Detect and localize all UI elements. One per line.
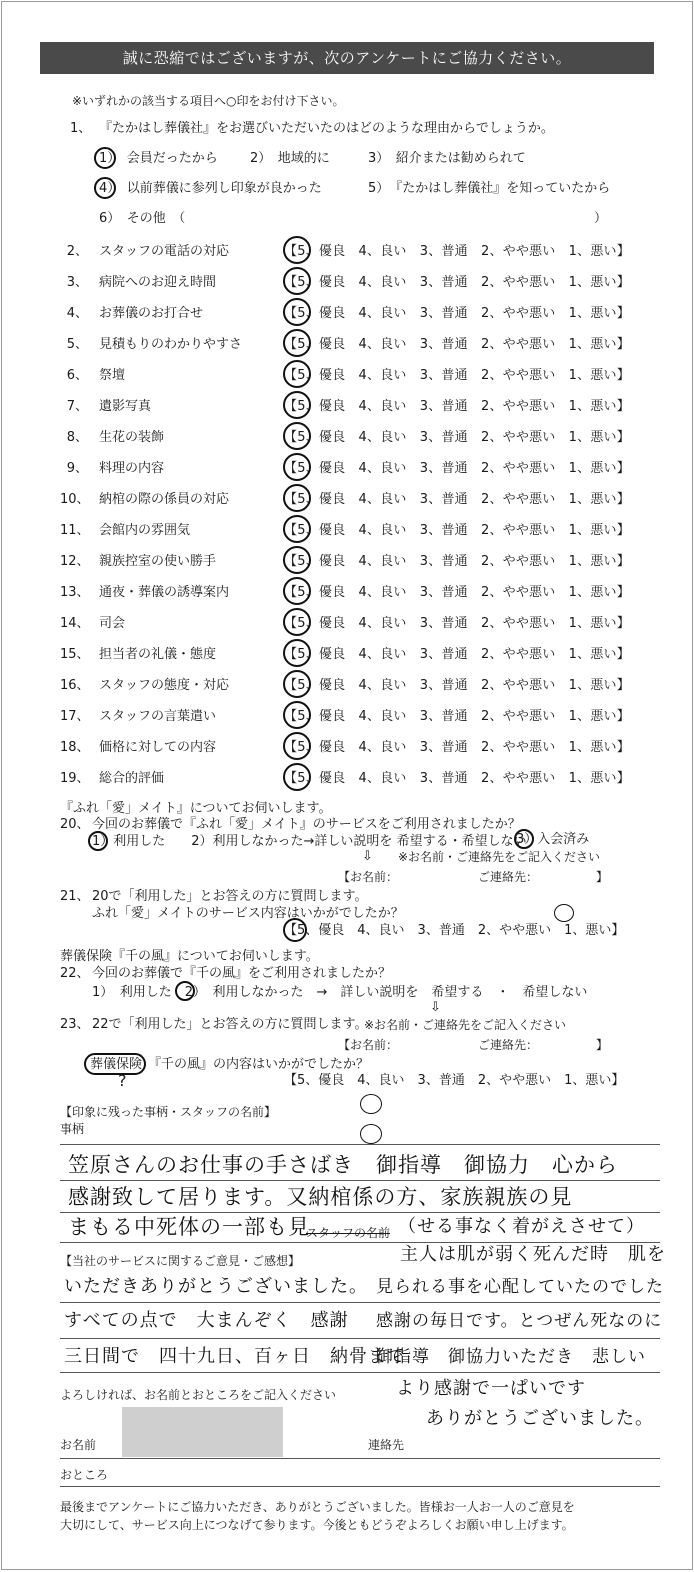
q21-text-2: ふれ「愛」メイトのサービス内容はいかがでしたか？ — [92, 906, 404, 921]
selected-circle-mark — [283, 515, 311, 543]
rating-scale[interactable]: 【5、優良 4、良い 3、普通 2、やや悪い 1、悪い】 — [284, 399, 630, 414]
rating-row — [2, 761, 694, 791]
rating-scale[interactable]: 【5、優良 4、良い 3、普通 2、やや悪い 1、悪い】 — [284, 430, 630, 445]
handwritten-line: （せる事なく着がえさせて） — [398, 1216, 645, 1237]
rating-scale[interactable]: 【5、優良 4、良い 3、普通 2、やや悪い 1、悪い】 — [284, 306, 630, 321]
rating-scale[interactable]: 【5、優良 4、良い 3、普通 2、やや悪い 1、悪い】 — [284, 492, 630, 507]
footer-contact-label: 連絡先 — [368, 1438, 405, 1452]
fure-section-title: 『ふれ「愛」メイト』についてお伺いします。 — [60, 801, 332, 816]
handwritten-line: 御指導 御協力いただき 悲しい — [376, 1347, 646, 1367]
q23-text-2b: 『千の風』の内容はいかがでしたか？ — [148, 1057, 370, 1072]
selected-circle-mark — [283, 546, 311, 574]
handwritten-line: 見られる事を心配していたのでした — [376, 1277, 664, 1297]
selected-circle-mark — [88, 831, 108, 851]
writing-line — [60, 1212, 660, 1213]
rating-row — [2, 265, 694, 295]
selected-circle-mark — [283, 391, 311, 419]
selected-circle-mark — [283, 329, 311, 357]
rating-row — [2, 389, 694, 419]
q21-rating-scale[interactable]: 【5、優良 4、良い 3、普通 2、やや悪い 1、悪い】 — [284, 923, 625, 938]
rating-row — [2, 637, 694, 667]
rating-row — [2, 699, 694, 729]
question-number: 15、 — [60, 647, 90, 662]
question-number: 13、 — [60, 585, 90, 600]
q20-options[interactable]: 1）利用した 2）利用しなかった→詳しい説明を 希望する・希望しない — [92, 834, 527, 849]
q1-text: 『たかはし葬儀社』をお選びいただいたのはどのような理由からでしょうか。 — [99, 121, 554, 136]
writing-line — [60, 1338, 660, 1339]
selected-circle-mark — [283, 639, 311, 667]
rating-row — [2, 668, 694, 698]
question-text: 遺影写真 — [99, 399, 152, 414]
question-text: 納棺の際の係員の対応 — [99, 492, 230, 507]
rating-row — [2, 451, 694, 481]
question-number: 2、 — [66, 244, 88, 259]
question-text: スタッフの電話の対応 — [99, 244, 230, 259]
rating-scale[interactable]: 【5、優良 4、良い 3、普通 2、やや悪い 1、悪い】 — [284, 337, 630, 352]
impression-title: 【印象に残った事柄・スタッフの名前】 — [60, 1105, 277, 1119]
question-number: 19、 — [60, 771, 90, 786]
q1-option-6[interactable]: 6） その他 （ — [99, 211, 186, 226]
survey-sheet — [1, 1, 693, 1570]
question-number: 11、 — [60, 523, 90, 538]
q23-text-2a: 葬儀保険 — [90, 1057, 143, 1072]
rating-row — [2, 606, 694, 636]
question-text: 料理の内容 — [99, 461, 165, 476]
question-text: 価格に対しての内容 — [99, 740, 217, 755]
question-text: 病院へのお迎え時間 — [99, 275, 217, 290]
selected-circle-mark — [283, 701, 311, 729]
q1-option-1[interactable]: 1） 会員だったから — [99, 151, 218, 166]
senkaze-section-title: 葬儀保険『千の風』についてお伺いします。 — [60, 949, 319, 964]
rating-scale[interactable]: 【5、優良 4、良い 3、普通 2、やや悪い 1、悪い】 — [284, 709, 630, 724]
question-text: 祭壇 — [99, 368, 126, 383]
rating-row — [2, 234, 694, 264]
q22-number: 22、 — [60, 966, 90, 981]
selected-circle-mark — [283, 360, 311, 388]
question-number: 7、 — [66, 399, 88, 414]
question-number: 14、 — [60, 616, 90, 631]
q21-text: 20で「利用した」とお答えの方に質問します。 — [92, 889, 368, 904]
handwritten-circle-mark — [84, 1053, 146, 1075]
handwritten-line: すべての点で 大まんぞく 感謝 — [64, 1310, 349, 1331]
stray-circle-mark — [360, 1094, 382, 1114]
rating-scale[interactable]: 【5、優良 4、良い 3、普通 2、やや悪い 1、悪い】 — [284, 740, 630, 755]
footer-thanks-1: 最後までアンケートにご協力いただき、ありがとうございました。皆様お一人お一人のご意見を — [60, 1500, 575, 1514]
selected-circle-mark — [94, 177, 116, 199]
question-number: 6、 — [66, 368, 88, 383]
rating-scale[interactable]: 【5、優良 4、良い 3、普通 2、やや悪い 1、悪い】 — [284, 585, 630, 600]
rating-row — [2, 482, 694, 512]
bracket-close: 】 — [596, 1038, 609, 1052]
question-text: スタッフの態度・対応 — [99, 678, 230, 693]
handwritten-line: より感謝で一ぱいです — [396, 1378, 586, 1399]
handwritten-line: まもる中死体の一部も見 — [68, 1215, 310, 1239]
selected-circle-mark — [283, 453, 311, 481]
question-text: スタッフの言葉遣い — [99, 709, 217, 724]
q1-option-6-close: ） — [594, 211, 608, 226]
selected-circle-mark — [283, 670, 311, 698]
handwritten-line: ありがとうございました。 — [426, 1408, 654, 1429]
selected-circle-mark — [283, 422, 311, 450]
rating-row — [2, 575, 694, 605]
rating-scale[interactable]: 【5、優良 4、良い 3、普通 2、やや悪い 1、悪い】 — [284, 275, 630, 290]
fure-name-label: 【お名前： — [338, 870, 399, 884]
selected-circle-mark — [283, 732, 311, 760]
question-text: 総合的評価 — [99, 771, 165, 786]
q1-option-2[interactable]: 2） 地域的に — [250, 151, 330, 166]
handwritten-line: 感謝の毎日です。とつぜん死なのに — [376, 1311, 663, 1331]
rating-scale[interactable]: 【5、優良 4、良い 3、普通 2、やや悪い 1、悪い】 — [284, 554, 630, 569]
rating-scale[interactable]: 【5、優良 4、良い 3、普通 2、やや悪い 1、悪い】 — [284, 616, 630, 631]
footer-name-label: お名前 — [60, 1438, 97, 1452]
rating-row — [2, 420, 694, 450]
writing-line — [60, 1486, 660, 1487]
rating-scale[interactable]: 【5、優良 4、良い 3、普通 2、やや悪い 1、悪い】 — [284, 244, 630, 259]
opinion-title: 【当社のサービスに関するご意見・ご感想】 — [60, 1254, 301, 1268]
fure-contact-label: ご連絡先： — [478, 870, 539, 884]
rating-row — [2, 513, 694, 543]
selected-circle-mark — [283, 918, 307, 942]
question-number: 4、 — [66, 306, 88, 321]
rating-scale[interactable]: 【5、優良 4、良い 3、普通 2、やや悪い 1、悪い】 — [284, 523, 630, 538]
q23-rating-scale[interactable]: 【5、優良 4、良い 3、普通 2、やや悪い 1、悪い】 — [284, 1073, 625, 1088]
staff-name-label-struck: スタッフの名前 — [306, 1226, 391, 1240]
question-text: 親族控室の使い勝手 — [99, 554, 217, 569]
question-number: 16、 — [60, 678, 90, 693]
q20-text: 今回のお葬儀で『ふれ「愛」メイト』のサービスをご利用されましたか？ — [92, 817, 521, 832]
q21-number: 21、 — [60, 889, 90, 904]
footer-address-label: おところ — [60, 1468, 109, 1482]
question-number: 9、 — [66, 461, 88, 476]
question-text: 担当者の礼儀・態度 — [99, 647, 217, 662]
q22-options[interactable]: 1） 利用した 2） 利用しなかった → 詳しい説明を 希望する ・ 希望しない — [92, 985, 588, 1000]
q1-option-5[interactable]: 5） 『たかはし葬儀社』を知っていたから — [368, 181, 611, 196]
rating-row — [2, 730, 694, 760]
question-number: 17、 — [60, 709, 90, 724]
impression-label: 事柄 — [60, 1122, 85, 1136]
instruction: ※いずれかの該当する項目へ○印をお付け下さい。 — [72, 94, 345, 108]
question-number: 12、 — [60, 554, 90, 569]
writing-line — [60, 1302, 660, 1303]
selected-circle-mark — [283, 267, 311, 295]
rating-scale[interactable]: 【5、優良 4、良い 3、普通 2、やや悪い 1、悪い】 — [284, 461, 630, 476]
down-arrow-icon: ⇩ — [430, 1000, 441, 1015]
footer-request: よろしければ、お名前とおところをご記入ください — [60, 1388, 337, 1402]
handwritten-line: 三日間で 四十九日、百ヶ日 納骨まで — [64, 1346, 406, 1367]
selected-circle-mark — [94, 147, 116, 169]
footer-thanks-2: 大切にして、サービス向上につなげて参ります。今後ともどうぞよろしくお願い申し上げます。 — [60, 1518, 574, 1532]
survey-header: 誠に恐縮ではございますが、次のアンケートにご協力ください。 — [40, 42, 654, 74]
rating-row — [2, 358, 694, 388]
q23-number: 23、 — [60, 1017, 90, 1032]
rating-row — [2, 296, 694, 326]
selected-circle-mark — [283, 236, 311, 264]
selected-circle-mark — [283, 577, 311, 605]
bracket-close: 】 — [596, 870, 609, 884]
q23-text: 22で「利用した」とお答えの方に質問します。 — [92, 1017, 368, 1032]
question-number: 5、 — [66, 337, 88, 352]
rating-scale[interactable]: 【5、優良 4、良い 3、普通 2、やや悪い 1、悪い】 — [284, 771, 630, 786]
question-mark-annotation: ? — [118, 1071, 127, 1090]
rating-scale[interactable]: 【5、優良 4、良い 3、普通 2、やや悪い 1、悪い】 — [284, 678, 630, 693]
rating-row — [2, 544, 694, 574]
question-text: 会館内の雰囲気 — [99, 523, 191, 538]
selected-circle-mark — [514, 829, 534, 849]
writing-line — [60, 1180, 660, 1181]
question-number: 8、 — [66, 430, 88, 445]
rating-scale[interactable]: 【5、優良 4、良い 3、普通 2、やや悪い 1、悪い】 — [284, 647, 630, 662]
question-number: 18、 — [60, 740, 90, 755]
selected-circle-mark — [283, 298, 311, 326]
rating-scale[interactable]: 【5、優良 4、良い 3、普通 2、やや悪い 1、悪い】 — [284, 368, 630, 383]
question-text: 見積もりのわかりやすさ — [99, 337, 243, 352]
writing-line — [60, 1144, 660, 1145]
q22-text: 今回のお葬儀で『千の風』をご利用されましたか？ — [92, 966, 392, 981]
senkaze-contact-label: ご連絡先： — [478, 1038, 539, 1052]
handwritten-line: 笠原さんのお仕事の手さばき 御指導 御協力 心から — [68, 1153, 618, 1177]
q20-number: 20、 — [60, 817, 90, 832]
q1-number: 1、 — [70, 121, 92, 136]
senkaze-name-label: 【お名前： — [338, 1038, 399, 1052]
down-arrow-icon: ⇩ — [362, 849, 373, 864]
stray-circle-mark — [360, 1124, 382, 1144]
question-text: 司会 — [99, 616, 126, 631]
q23-note: ※お名前・ご連絡先をご記入ください — [364, 1018, 567, 1032]
question-text: お葬儀のお打合せ — [99, 306, 204, 321]
q1-option-4[interactable]: 4） 以前葬儀に参列し印象が良かった — [99, 181, 322, 196]
q20-option-3[interactable]: 3）入会済み — [516, 832, 590, 847]
selected-circle-mark — [175, 981, 195, 1001]
writing-line — [60, 1372, 660, 1373]
stray-circle-mark — [554, 904, 574, 922]
question-number: 10、 — [60, 492, 90, 507]
question-text: 生花の装飾 — [99, 430, 165, 445]
handwritten-line: いただきありがとうございました。 — [64, 1276, 368, 1297]
selected-circle-mark — [283, 484, 311, 512]
handwritten-line: 主人は肌が弱く死んだ時 肌を — [400, 1244, 666, 1265]
rating-row — [2, 327, 694, 357]
handwritten-line: 感謝致して居ります。又納棺係の方、家族親族の見 — [68, 1185, 573, 1209]
q20-note: ※お名前・ご連絡先をご記入ください — [398, 850, 601, 864]
selected-circle-mark — [283, 763, 311, 791]
writing-line — [60, 1458, 660, 1459]
q1-option-3[interactable]: 3） 紹介または勧められて — [368, 151, 526, 166]
question-number: 3、 — [66, 275, 88, 290]
selected-circle-mark — [283, 608, 311, 636]
redacted-name-box — [122, 1407, 283, 1457]
question-text: 通夜・葬儀の誘導案内 — [99, 585, 230, 600]
